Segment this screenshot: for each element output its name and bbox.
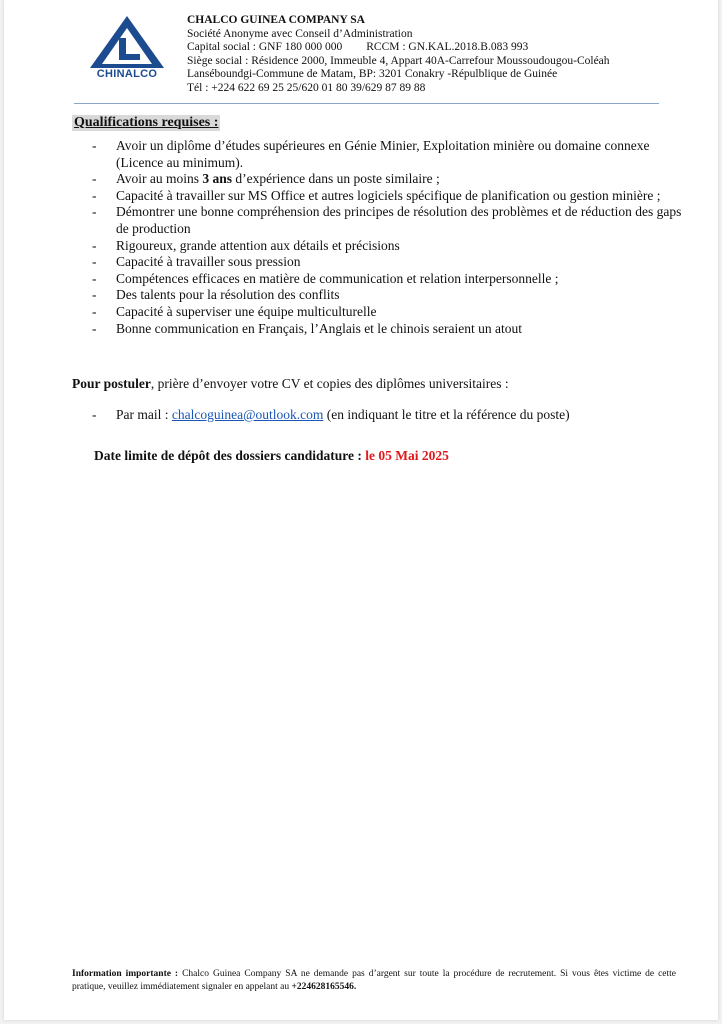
email-link[interactable]: chalcoguinea@outlook.com bbox=[171, 407, 324, 422]
qualifications-list bbox=[92, 138, 682, 337]
notice-label: Information importante : bbox=[72, 969, 179, 979]
mail-note: (en indiquant le titre et la référence du poste) bbox=[323, 407, 570, 422]
chinalco-logo bbox=[88, 14, 166, 84]
phone-line: Tél : +224 622 69 25 25/620 01 80 39/629 87 89 88 bbox=[187, 81, 426, 94]
company-name: CHALCO GUINEA COMPANY SA bbox=[187, 14, 365, 26]
important-notice bbox=[72, 968, 676, 994]
list-item: - Capacité à travailler sous pression bbox=[92, 254, 301, 270]
list-item: - Avoir au moins 3 ans d’expérience dans un poste similaire ; bbox=[92, 171, 440, 187]
list-item: - Démontrer une bonne compréhension des principes de résolution des problèmes et de réduction des gaps de production bbox=[92, 204, 682, 236]
capital-rccm-line bbox=[187, 41, 687, 55]
address-line-2: Lanséboundgi-Commune de Matam, BP: 3201 Conakry -Répulblique de Guinée bbox=[187, 68, 558, 81]
header-divider bbox=[74, 103, 659, 104]
deadline-label: Date limite de dépôt des dossiers candidature : bbox=[94, 448, 366, 463]
list-item: - Bonne communication en Français, l’Anglais et le chinois seraient un atout bbox=[92, 320, 523, 336]
notice-phone: +224628165546. bbox=[291, 982, 357, 992]
qualifications-title: Qualifications requises : bbox=[74, 115, 219, 130]
address-line-1: Siège social : Résidence 2000, Immeuble 4, Appart 40A-Carrefour Moussoudougou-Coléah bbox=[187, 54, 610, 67]
list-item: - Rigoureux, grande attention aux détails et précisions bbox=[92, 237, 400, 253]
deadline bbox=[94, 448, 449, 464]
logo-triangle-icon bbox=[88, 14, 166, 70]
notice-text: Chalco Guinea Company SA ne demande pas d’argent sur toute la procédure de recrutement. Si vous êtes victime de cette pratique, veuillez immédiatement signaler en appelant au bbox=[72, 969, 677, 992]
apply-text: , prière d’envoyer votre CV et copies des diplômes universitaires : bbox=[150, 376, 509, 391]
capital-text: Capital social : GNF 180 000 000 bbox=[187, 41, 343, 54]
deadline-date: le 05 Mai 2025 bbox=[365, 448, 449, 463]
mail-label: Par mail : bbox=[116, 407, 172, 422]
company-type: Société Anonyme avec Conseil d’Administration bbox=[187, 27, 413, 40]
list-item: - Capacité à superviser une équipe multiculturelle bbox=[92, 303, 377, 319]
list-item: - Capacité à travailler sur MS Office et autres logiciels spécifique de planification ou gestion minière ; bbox=[92, 187, 661, 203]
document-page bbox=[4, 0, 718, 1020]
list-item: - Des talents pour la résolution des conflits bbox=[92, 287, 340, 303]
rccm-text: RCCM : GN.KAL.2018.B.083 993 bbox=[366, 41, 529, 54]
logo-text: CHINALCO bbox=[96, 68, 158, 80]
company-header bbox=[187, 14, 687, 96]
mail-instruction: - Par mail : chalcoguinea@outlook.com (en indiquant le titre et la référence du poste) bbox=[92, 407, 570, 422]
apply-instructions bbox=[72, 376, 672, 393]
list-item: - Avoir un diplôme d’études supérieures en Génie Minier, Exploitation minière ou domaine connexe (Licence au minimum). bbox=[92, 138, 650, 170]
list-item: - Compétences efficaces en matière de communication et relation interpersonnelle ; bbox=[92, 270, 559, 286]
apply-lead: Pour postuler bbox=[72, 376, 151, 391]
